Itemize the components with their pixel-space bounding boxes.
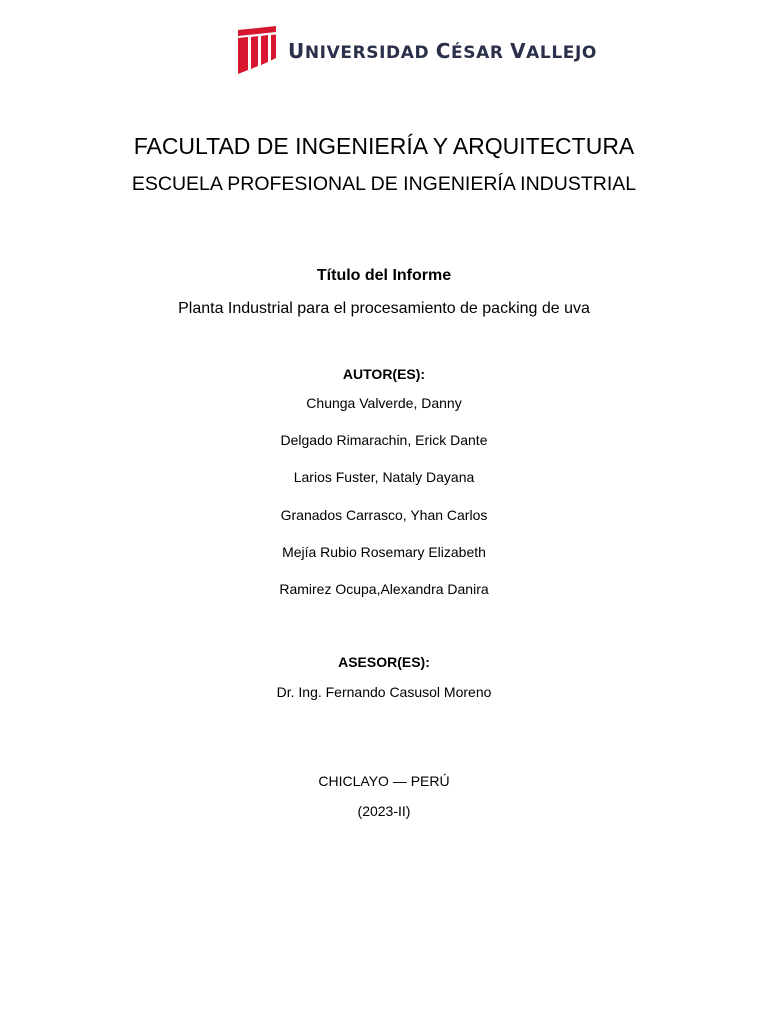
school-title: ESCUELA PROFESIONAL DE INGENIERÍA INDUSTRIAL: [131, 173, 637, 195]
faculty-title: FACULTAD DE INGENIERÍA Y ARQUITECTURA: [133, 133, 635, 159]
university-crest-icon: [236, 26, 278, 76]
advisor-name: Dr. Ing. Fernando Casusol Moreno: [276, 684, 492, 700]
report-title-label: Título del Informe: [316, 267, 452, 284]
author-name: Delgado Rimarachin, Erick Dante: [280, 432, 488, 448]
author-name: Ramirez Ocupa,Alexandra Danira: [279, 581, 489, 597]
author-name: Granados Carrasco, Yhan Carlos: [280, 507, 488, 523]
university-name: UNIVERSIDAD CÉSAR VALLEJO: [288, 39, 597, 63]
report-title: Planta Industrial para el procesamiento de packing de uva: [178, 300, 590, 317]
advisors-label: ASESOR(ES):: [338, 654, 430, 670]
place-label: CHICLAYO — PERÚ: [318, 773, 450, 789]
author-name: Mejía Rubio Rosemary Elizabeth: [282, 544, 486, 560]
author-name: Chunga Valverde, Danny: [306, 395, 462, 411]
university-logo: [236, 26, 597, 76]
period-label: (2023-II): [357, 803, 411, 819]
author-name: Larios Fuster, Nataly Dayana: [293, 469, 475, 485]
authors-label: AUTOR(ES):: [342, 366, 426, 382]
